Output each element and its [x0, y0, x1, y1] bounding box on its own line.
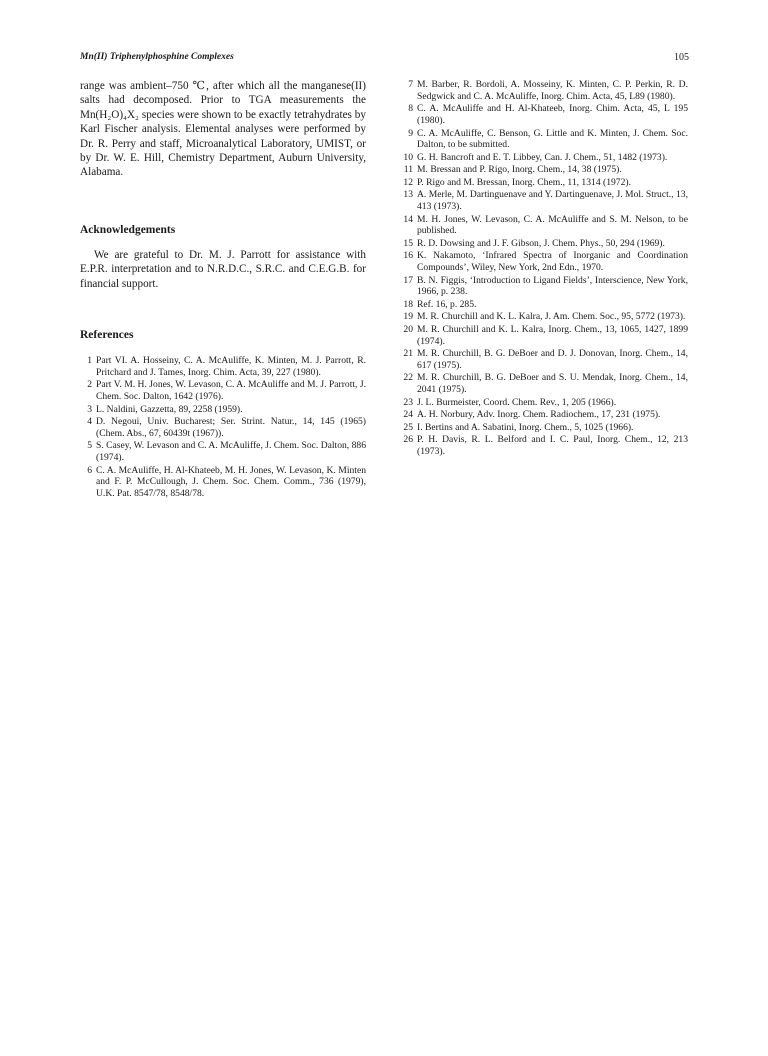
reference-item: [80, 379, 366, 403]
reference-text: M. R. Churchill, B. G. DeBoer and S. U. Mendak, Inorg. Chem., 14, 2041 (1975).: [417, 372, 688, 396]
reference-text: M. Barber, R. Bordoli, A. Mosseiny, K. Minten, C. P. Perkin, R. D. Sedgwick and C. A. McAuliffe, Inorg. Chim. Acta, 45, L89 (1980).: [417, 79, 688, 102]
reference-item: [401, 275, 688, 299]
reference-text: A. Merle, M. Dartinguenave and Y. Dartinguenave, J. Mol. Struct., 13, 413 (1973).: [417, 189, 688, 213]
running-head: Mn(II) Triphenylphosphine Complexes: [80, 52, 234, 62]
reference-item: [401, 250, 688, 274]
reference-text: I. Bertins and A. Sabatini, Inorg. Chem., 5, 1025 (1966).: [417, 421, 634, 433]
reference-text: M. H. Jones, W. Levason, C. A. McAuliffe and S. M. Nelson, to be published.: [417, 213, 688, 237]
reference-number: 5: [87, 440, 92, 452]
reference-number: 11: [403, 164, 413, 176]
reference-number: 16: [403, 250, 413, 262]
reference-item: [401, 299, 688, 311]
reference-number: 23: [403, 396, 413, 408]
reference-text: P. Rigo and M. Bressan, Inorg. Chem., 11, 1314 (1972).: [417, 176, 631, 188]
reference-number: 25: [403, 421, 413, 433]
left-column: [80, 79, 366, 501]
reference-text: C. A. McAuliffe, C. Benson, G. Little and K. Minten, J. Chem. Soc. Dalton, to be submitted.: [417, 127, 688, 151]
reference-number: 14: [403, 213, 413, 225]
reference-number: 2: [87, 379, 92, 391]
reference-number: 26: [403, 434, 413, 446]
reference-item: [80, 440, 366, 464]
reference-text: D. Negoui, Univ. Bucharest; Ser. Strint. Natur., 14, 145 (1965) (Chem. Abs., 67, 60439t (1967)).: [96, 416, 366, 439]
acknowledgements-heading: Acknowledgements: [80, 223, 176, 236]
body-paragraph: range was ambient–750 ℃, after which all the manganese(II) salts had decomposed. Prior to TGA measurements the Mn(H₂O)₄X₂ species were shown to be exactly tetrahydrates by Karl Fischer analysis. Elemental analyses were performed by Dr. R. Perry and staff, Microanalytical Laboratory, UMIST, or by Dr. W. E. Hill, Chemistry Department, Auburn University, Alabama.: [80, 80, 366, 179]
reference-text: L. Naldini, Gazzetta, 89, 2258 (1959).: [96, 403, 243, 415]
reference-item: [80, 416, 366, 440]
reference-item: [401, 177, 688, 189]
reference-text: P. H. Davis, R. L. Belford and I. C. Paul, Inorg. Chem., 12, 213 (1973).: [417, 434, 688, 457]
reference-item: [401, 324, 688, 348]
references-heading: References: [80, 329, 134, 342]
reference-list-right: [401, 79, 688, 458]
reference-text: J. L. Burmeister, Coord. Chem. Rev., 1, 205 (1966).: [417, 396, 617, 408]
reference-number: 19: [403, 311, 413, 323]
reference-number: 12: [403, 176, 413, 188]
reference-text: K. Nakamoto, ‘Infrared Spectra of Inorganic and Coordination Compounds’, Wiley, New York, 2nd Edn., 1970.: [417, 250, 688, 274]
reference-text: A. H. Norbury, Adv. Inorg. Chem. Radiochem., 17, 231 (1975).: [417, 409, 661, 421]
reference-list-left: [80, 355, 366, 500]
reference-text: S. Casey, W. Levason and C. A. McAuliffe, J. Chem. Soc. Dalton, 886 (1974).: [96, 440, 366, 464]
reference-item: [401, 409, 688, 421]
reference-text: C. A. McAuliffe and H. Al-Khateeb, Inorg. Chim. Acta, 45, L 195 (1980).: [417, 103, 688, 127]
page-number: 105: [674, 52, 689, 63]
reference-item: [80, 404, 366, 416]
reference-item: [401, 348, 688, 372]
reference-number: 8: [408, 103, 413, 115]
reference-item: [401, 164, 688, 176]
reference-item: [401, 103, 688, 127]
reference-text: Part V. M. H. Jones, W. Levason, C. A. McAuliffe and M. J. Parrott, J. Chem. Soc. Dalton, 1642 (1976).: [96, 379, 366, 403]
reference-text: M. Bressan and P. Rigo, Inorg. Chem., 14, 38 (1975).: [417, 164, 622, 176]
reference-number: 7: [408, 79, 413, 90]
reference-number: 3: [87, 403, 92, 415]
reference-item: [401, 238, 688, 250]
acknowledgements-text: We are grateful to Dr. M. J. Parrott for assistance with E.P.R. interpretation and to N.R.D.C., S.R.C. and C.E.G.B. for financial support.: [80, 248, 366, 290]
reference-number: 17: [403, 274, 413, 286]
reference-number: 6: [87, 464, 92, 476]
reference-number: 18: [403, 298, 413, 310]
reference-number: 13: [403, 189, 413, 201]
reference-text: R. D. Dowsing and J. F. Gibson, J. Chem. Phys., 50, 294 (1969).: [417, 237, 665, 249]
reference-item: [401, 397, 688, 409]
reference-text: Part VI. A. Hosseiny, C. A. McAuliffe, K. Minten, M. J. Parrott, R. Pritchard and J. Tames, Inorg. Chim. Acta, 39, 227 (1980).: [96, 355, 366, 378]
reference-item: [80, 355, 366, 379]
reference-number: 10: [403, 151, 413, 163]
reference-item: [80, 465, 366, 500]
reference-number: 20: [403, 323, 413, 335]
reference-item: [401, 434, 688, 458]
reference-text: G. H. Bancroft and E. T. Libbey, Can. J. Chem., 51, 1482 (1973).: [417, 151, 668, 163]
reference-item: [401, 152, 688, 164]
reference-text: C. A. McAuliffe, H. Al-Khateeb, M. H. Jones, W. Levason, K. Minten and F. P. McCullough, J. Chem. Soc. Chem. Comm., 736 (1979), U.K. Pat. 8547/78, 8548/78.: [96, 464, 366, 500]
reference-item: [401, 422, 688, 434]
reference-text: B. N. Figgis, ‘Introduction to Ligand Fields’, Interscience, New York, 1966, p. 238.: [417, 274, 688, 298]
reference-item: [401, 214, 688, 238]
reference-text: M. R. Churchill and K. L. Kalra, Inorg. Chem., 13, 1065, 1427, 1899 (1974).: [417, 323, 688, 347]
reference-text: Ref. 16, p. 285.: [417, 298, 477, 310]
reference-item: [401, 79, 688, 103]
reference-number: 4: [87, 416, 92, 428]
reference-item: [401, 311, 688, 323]
reference-text: M. R. Churchill, B. G. DeBoer and D. J. Donovan, Inorg. Chem., 14, 617 (1975).: [417, 348, 688, 371]
reference-item: [401, 189, 688, 213]
reference-item: [401, 372, 688, 396]
reference-number: 21: [403, 348, 413, 360]
right-column: [401, 79, 688, 458]
reference-number: 9: [408, 127, 413, 139]
reference-text: M. R. Churchill and K. L. Kalra, J. Am. Chem. Soc., 95, 5772 (1973).: [417, 311, 686, 323]
reference-number: 22: [403, 372, 413, 384]
reference-number: 24: [403, 409, 413, 421]
reference-number: 15: [403, 237, 413, 249]
reference-number: 1: [87, 355, 92, 367]
reference-item: [401, 128, 688, 152]
